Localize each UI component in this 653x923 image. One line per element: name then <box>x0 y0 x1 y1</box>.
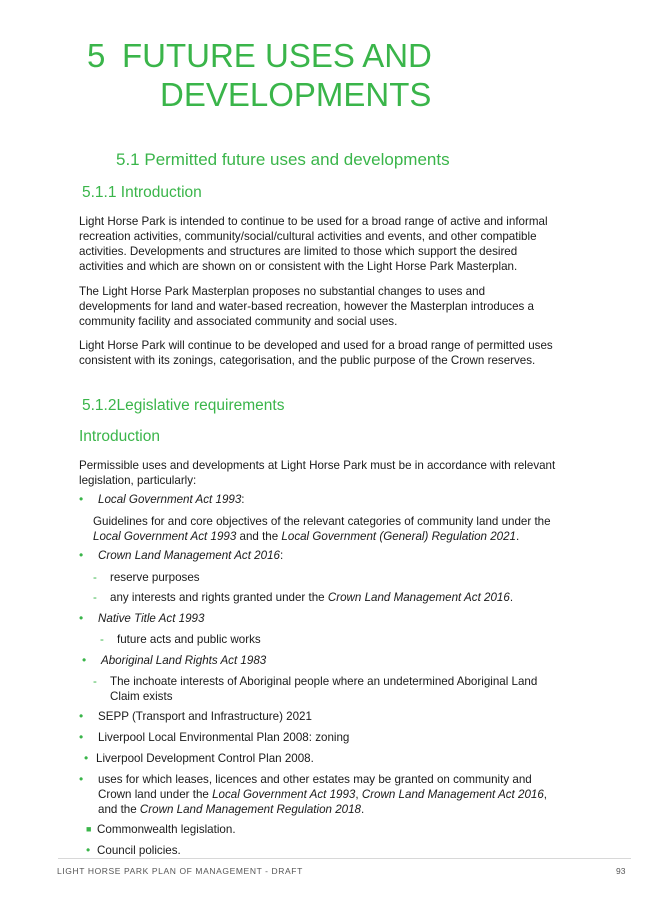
bullet-icon: • <box>79 772 84 786</box>
legislative-heading: 5.1.2Legislative requirements <box>82 397 285 414</box>
bullet-icon: • <box>79 492 84 506</box>
bullet-icon: • <box>86 843 91 857</box>
legislative-subheading: Introduction <box>79 428 160 445</box>
lga-description: Guidelines for and core objectives of the relevant categories of community land under the Local Government Act 1993 and the Local Government (General) Regulation 2021. <box>93 515 551 543</box>
footer-title: LIGHT HORSE PARK PLAN OF MANAGEMENT - DRAFT <box>57 866 303 876</box>
legislative-lead: Permissible uses and developments at Light Horse Park must be in accordance with relevant legislation, particularly: <box>79 459 556 487</box>
intro-paragraph-2: The Light Horse Park Masterplan proposes no substantial changes to uses and developments for land and water-based recreation, however the Masterplan introduces a community facility and associated community and social uses. <box>79 285 534 328</box>
dash-icon: - <box>93 675 97 688</box>
bullet-icon: • <box>84 751 89 765</box>
dash-icon: - <box>93 591 97 604</box>
dash-icon: - <box>93 571 97 584</box>
page-number: 93 <box>616 866 626 876</box>
chapter-title-line2: DEVELOPMENTS <box>160 76 432 113</box>
bullet-icon: ■ <box>86 824 92 834</box>
dash-icon: - <box>100 633 104 646</box>
bullet-icon: • <box>82 653 87 667</box>
section-title: 5.1 Permitted future uses and developments <box>116 150 450 169</box>
footer-divider <box>58 858 631 859</box>
intro-paragraph-3: Light Horse Park will continue to be developed and used for a broad range of permitted uses consistent with its zonings, categorisation, and the public purpose of the Crown reserves. <box>79 339 553 367</box>
chapter-number: 5 <box>87 37 106 74</box>
intro-heading: 5.1.1 Introduction <box>82 184 202 201</box>
bullet-icon: • <box>79 730 84 744</box>
intro-paragraph-1: Light Horse Park is intended to continue to be used for a broad range of active and informal recreation activities, community/social/cultural activities and events, and other compatible activities. Developments and structures are limited to those which support the desired activities and which are shown on or consistent with the Light Horse Park Masterplan. <box>79 215 548 273</box>
bullet-icon: • <box>79 611 84 625</box>
bullet-icon: • <box>79 548 84 562</box>
bullet-icon: • <box>79 709 84 723</box>
chapter-title-line1: FUTURE USES AND <box>122 37 432 74</box>
